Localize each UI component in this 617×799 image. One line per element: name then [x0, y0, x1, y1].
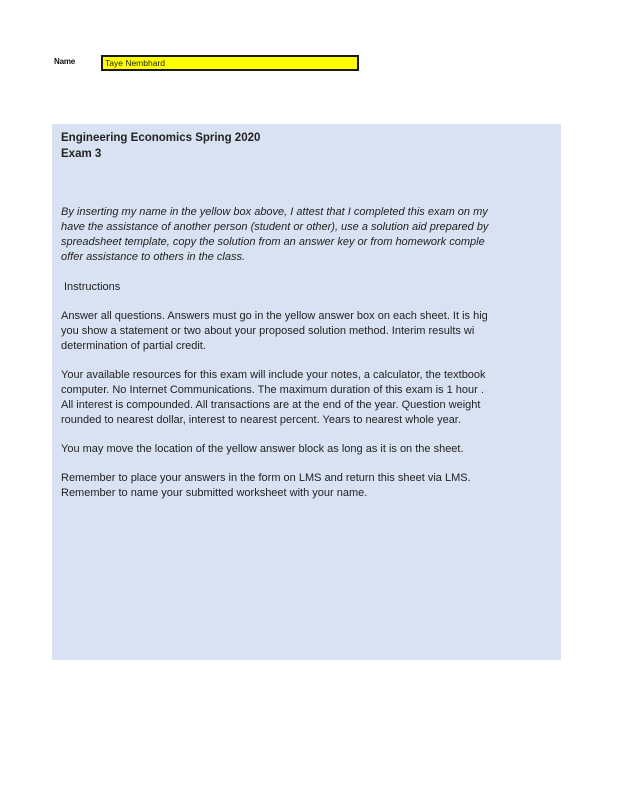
paragraph-line: computer. No Internet Communications. The maximum duration of this exam is 1 hour .: [61, 384, 484, 396]
paragraph-line: determination of partial credit.: [61, 340, 206, 352]
attestation-statement: [61, 205, 561, 265]
panel-content: [61, 130, 561, 501]
paragraph-line: You may move the location of the yellow answer block as long as it is on the sheet.: [61, 443, 464, 455]
course-title: Engineering Economics Spring 2020: [61, 132, 261, 144]
instructions-answers-paragraph: [61, 309, 561, 354]
instructions-heading: Instructions: [64, 281, 121, 293]
paragraph-line: Answer all questions. Answers must go in the yellow answer box on each sheet. It is hig: [61, 310, 488, 322]
attestation-line: have the assistance of another person (student or other), use a solution aid prepared by: [61, 221, 489, 233]
attestation-line: spreadsheet template, copy the solution from an answer key or from homework comple: [61, 236, 485, 248]
paragraph-line: Remember to name your submitted worksheet with your name.: [61, 487, 368, 499]
paragraph-line: Remember to place your answers in the form on LMS and return this sheet via LMS.: [61, 472, 471, 484]
exam-instructions-panel: [52, 124, 561, 660]
attestation-line: By inserting my name in the yellow box above, I attest that I completed this exam on my: [61, 206, 488, 218]
name-label: Name: [54, 57, 75, 66]
instructions-move-block-paragraph: [61, 442, 561, 457]
attestation-line: offer assistance to others in the class.: [61, 251, 246, 263]
instructions-resources-paragraph: [61, 368, 561, 428]
paragraph-line: you show a statement or two about your proposed solution method. Interim results wi: [61, 325, 475, 337]
paragraph-line: All interest is compounded. All transactions are at the end of the year. Question weight: [61, 399, 481, 411]
instructions-lms-paragraph: [61, 471, 561, 501]
paragraph-line: Your available resources for this exam will include your notes, a calculator, the textbook: [61, 369, 486, 381]
paragraph-line: rounded to nearest dollar, interest to nearest percent. Years to nearest whole year.: [61, 414, 461, 426]
name-input[interactable]: Taye Nembhard: [101, 55, 359, 71]
exam-title: Exam 3: [61, 148, 102, 160]
